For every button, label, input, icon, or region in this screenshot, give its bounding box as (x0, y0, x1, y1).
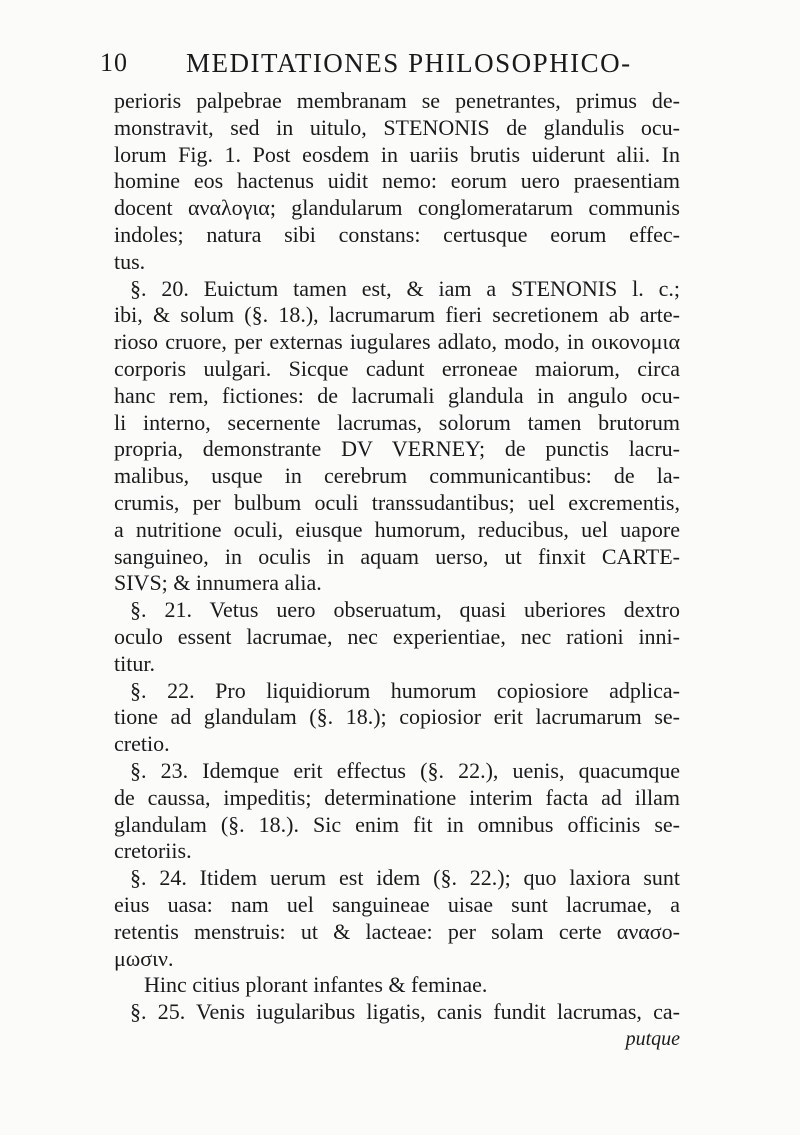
text-line: SIVS; & innumera alia. (114, 570, 322, 596)
page-header (100, 44, 680, 84)
text-line: a nutritione oculi, eiusque humorum, reducibus, uel uapore (114, 516, 680, 542)
text-line: tione ad glandulam (§. 18.); copiosior erit lacrumarum se- (114, 704, 680, 730)
text-line: glandulam (§. 18.). Sic enim fit in omnibus officinis se- (114, 811, 680, 837)
text-line: rioso cruore, per externas iugulares adlato, modo, in οικονομια (114, 329, 680, 355)
text-line: ibi, & solum (§. 18.), lacrumarum fieri secretionem ab arte- (114, 302, 680, 328)
text-line: retentis menstruis: ut & lacteae: per solam certe ανασο- (114, 918, 680, 944)
running-title: MEDITATIONES PHILOSOPHICO- (186, 48, 632, 78)
text-line: li interno, secernente lacrumas, solorum tamen brutorum (114, 409, 680, 435)
catchword: putque (625, 1027, 680, 1050)
paragraph-23-line: §. 23. Idemque erit effectus (§. 22.), uenis, quacumque (130, 757, 680, 783)
text-line: lorum Fig. 1. Post eosdem in uariis brutis uiderunt alii. In (114, 141, 680, 167)
paragraph-25-line: §. 25. Venis iugularibus ligatis, canis fundit lacrumas, ca- (130, 999, 680, 1025)
paragraph-24-line: §. 24. Itidem uerum est idem (§. 22.); quo laxiora sunt (130, 865, 680, 891)
text-line: sanguineo, in oculis in aquam uerso, ut finxit CARTE- (114, 543, 680, 569)
text-line: docent αναλογια; glandularum conglomeratarum communis (114, 195, 680, 221)
text-line: cretoriis. (114, 838, 192, 864)
text-line: homine eos hactenus uidit nemo: eorum uero praesentiam (114, 168, 680, 194)
paragraph-22-line: §. 22. Pro liquidiorum humorum copiosiore adplica- (130, 677, 680, 703)
text-line: titur. (114, 650, 155, 676)
body-text (114, 88, 680, 1053)
text-line: perioris palpebrae membranam se penetrantes, primus de- (114, 88, 680, 113)
text-line: de caussa, impeditis; determinatione interim facta ad illam (114, 784, 680, 810)
text-line: μωσιν. (114, 945, 174, 971)
text-line: corporis uulgari. Sicque cadunt erroneae maiorum, circa (114, 355, 680, 381)
text-line: hanc rem, fictiones: de lacrumali glandula in angulo ocu- (114, 382, 680, 408)
text-line: propria, demonstrante DV VERNEY; de punctis lacru- (114, 436, 680, 462)
paragraph-21-line: §. 21. Vetus uero obseruatum, quasi uberiores dextro (130, 597, 680, 623)
paragraph-20-line: §. 20. Euictum tamen est, & iam a STENONIS l. c.; (130, 275, 680, 301)
text-line: oculo essent lacrumae, nec experientiae, nec rationi inni- (114, 623, 680, 649)
text-line: indoles; natura sibi constans: certusque eorum effec- (114, 221, 680, 247)
page-number: 10 (100, 48, 128, 77)
text-line: tus. (114, 248, 146, 274)
text-line: eius uasa: nam uel sanguineae uisae sunt lacrumae, a (114, 891, 680, 917)
text-line: cretio. (114, 731, 170, 757)
text-line: malibus, usque in cerebrum communicantibus: de la- (114, 463, 680, 489)
text-line: Hinc citius plorant infantes & feminae. (144, 972, 488, 998)
text-line: monstravit, sed in uitulo, STENONIS de glandulis ocu- (114, 114, 680, 140)
text-line: crumis, per bulbum oculi transsudantibus; uel excrementis, (114, 489, 680, 515)
